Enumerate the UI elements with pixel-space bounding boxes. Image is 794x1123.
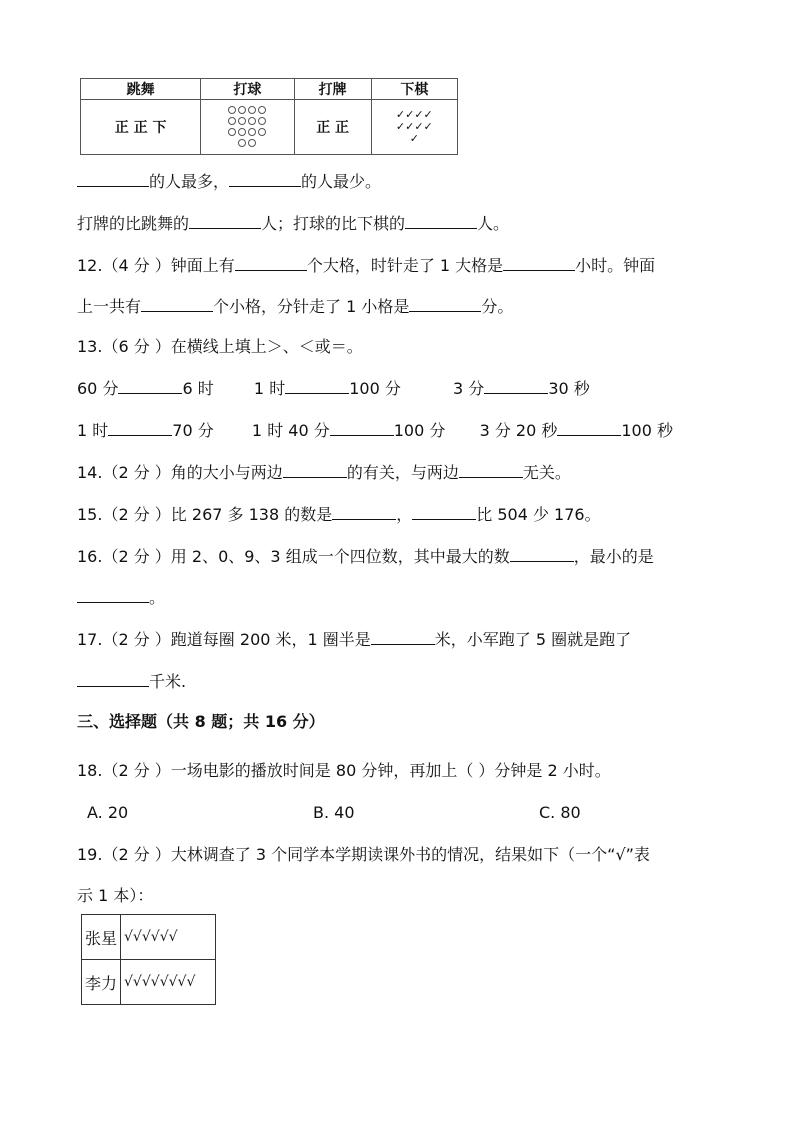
header-chess: 下棋	[371, 79, 457, 100]
answer-blank[interactable]	[459, 461, 523, 478]
text: 15.（2 分 ）比 267 多 138 的数是	[77, 505, 333, 524]
text: 人；打球的比下棋的	[261, 214, 406, 233]
tally-circle	[228, 128, 236, 136]
cards-tally: 正 正	[294, 100, 371, 155]
answer-blank[interactable]	[405, 212, 477, 229]
tally-circle	[238, 117, 246, 125]
question-13-row2	[77, 419, 673, 442]
text: 上一共有	[77, 297, 142, 316]
text: 打牌的比跳舞的	[77, 214, 190, 233]
tally-circle	[248, 139, 256, 147]
text: 6 时	[182, 379, 214, 398]
text: 的人最多，	[149, 172, 230, 191]
text: 1 时 40 分	[251, 421, 330, 440]
text: 米，小军跑了 5 圈就是跑了	[434, 630, 632, 649]
circle-row	[201, 105, 293, 116]
text: 的人最少。	[301, 172, 382, 191]
answer-blank[interactable]	[141, 295, 213, 312]
answer-blank[interactable]	[412, 503, 476, 520]
reading-tally-table	[81, 914, 216, 1005]
text: 人。	[477, 214, 510, 233]
tally-circle	[258, 106, 266, 114]
answer-blank[interactable]	[283, 461, 347, 478]
question-16-line1	[77, 545, 654, 568]
tally-circle	[258, 128, 266, 136]
chess-check-row: ✓	[409, 132, 419, 145]
text: 14.（2 分 ）角的大小与两边	[77, 463, 283, 482]
answer-blank[interactable]	[510, 545, 574, 562]
question-16-line2	[77, 586, 165, 609]
tally-circle	[248, 128, 256, 136]
text: 70 分	[172, 421, 214, 440]
text: 1 时	[253, 379, 286, 398]
text: 个小格，分针走了 1 小格是	[213, 297, 410, 316]
option-b[interactable]: B. 40	[313, 803, 355, 822]
text: 16.（2 分 ）用 2、0、9、3 组成一个四位数，其中最大的数	[77, 547, 510, 566]
question-15	[77, 503, 601, 526]
tally-circle	[258, 117, 266, 125]
answer-blank[interactable]	[285, 377, 349, 394]
tally-circle	[238, 139, 246, 147]
text: 17.（2 分 ）跑道每圈 200 米，1 圈半是	[77, 630, 371, 649]
text: ，	[396, 505, 413, 524]
answer-blank[interactable]	[557, 419, 621, 436]
text: 30 秒	[548, 379, 590, 398]
text: 的有关，与两边	[346, 463, 459, 482]
answer-blank[interactable]	[235, 254, 307, 271]
header-cards: 打牌	[294, 79, 371, 100]
text: 无关。	[522, 463, 571, 482]
activity-tally-table	[80, 78, 458, 155]
question-18: 18.（2 分 ）一场电影的播放时间是 80 分钟，再加上（ ）分钟是 2 小时。	[77, 761, 611, 780]
most-least-line	[77, 170, 381, 193]
chess-check-row: ✓✓✓✓	[395, 108, 433, 121]
text: 分。	[481, 297, 514, 316]
text: 12.（4 分 ）钟面上有	[77, 256, 235, 275]
question-19-line2: 示 1 本）：	[77, 886, 154, 905]
question-12-line2	[77, 295, 513, 318]
chess-checks	[371, 100, 457, 155]
answer-blank[interactable]	[409, 295, 481, 312]
text: ，最小的是	[573, 547, 654, 566]
question-17-line1	[77, 628, 631, 651]
section-3-title: 三、选择题（共 8 题；共 16 分）	[77, 712, 325, 731]
answer-blank[interactable]	[77, 670, 149, 687]
compare-line	[77, 212, 509, 235]
text: 100 秒	[621, 421, 674, 440]
tally-circle	[228, 106, 236, 114]
answer-blank[interactable]	[118, 377, 182, 394]
question-14	[77, 461, 571, 484]
book-checks: √√√√√√√√	[121, 960, 216, 1005]
answer-blank[interactable]	[189, 212, 261, 229]
answer-blank[interactable]	[484, 377, 548, 394]
option-c[interactable]: C. 80	[539, 803, 581, 822]
ball-circles	[201, 100, 294, 155]
tally-circle	[248, 117, 256, 125]
circle-row	[201, 138, 293, 149]
tally-circle	[228, 117, 236, 125]
text: 千米.	[149, 672, 187, 691]
chess-check-row: ✓✓✓✓	[395, 120, 433, 133]
text: 。	[149, 588, 166, 607]
text: 小时。钟面	[575, 256, 656, 275]
text: 100 分	[393, 421, 446, 440]
text: 1 时	[77, 421, 109, 440]
question-17-line2	[77, 670, 186, 693]
text: 比 504 少 176。	[476, 505, 601, 524]
book-checks: √√√√√√	[121, 915, 216, 960]
option-a[interactable]: A. 20	[87, 803, 129, 822]
question-13-title: 13.（6 分 ）在横线上填上＞、＜或＝。	[77, 337, 363, 356]
answer-blank[interactable]	[332, 503, 396, 520]
answer-blank[interactable]	[330, 419, 394, 436]
dance-tally: 正 正 下	[81, 100, 201, 155]
header-ball: 打球	[201, 79, 294, 100]
text: 3 分 20 秒	[479, 421, 558, 440]
header-dance: 跳舞	[81, 79, 201, 100]
circle-row	[201, 116, 293, 127]
student-name: 张星	[82, 915, 121, 960]
answer-blank[interactable]	[229, 170, 301, 187]
question-19-line1: 19.（2 分 ）大林调查了 3 个同学本学期读课外书的情况，结果如下（一个“√”表	[77, 845, 650, 864]
tally-circle	[248, 106, 256, 114]
answer-blank[interactable]	[108, 419, 172, 436]
student-name: 李力	[82, 960, 121, 1005]
text: 3 分	[453, 379, 485, 398]
tally-circle	[238, 128, 246, 136]
circle-row	[201, 127, 293, 138]
answer-blank[interactable]	[371, 628, 435, 645]
question-13-row1	[77, 377, 590, 400]
text: 100 分	[349, 379, 401, 398]
answer-blank[interactable]	[77, 170, 149, 187]
answer-blank[interactable]	[503, 254, 575, 271]
text: 60 分	[77, 379, 119, 398]
text: 个大格，时针走了 1 大格是	[306, 256, 504, 275]
tally-circle	[238, 106, 246, 114]
answer-blank[interactable]	[77, 586, 149, 603]
question-12-line1	[77, 254, 655, 277]
